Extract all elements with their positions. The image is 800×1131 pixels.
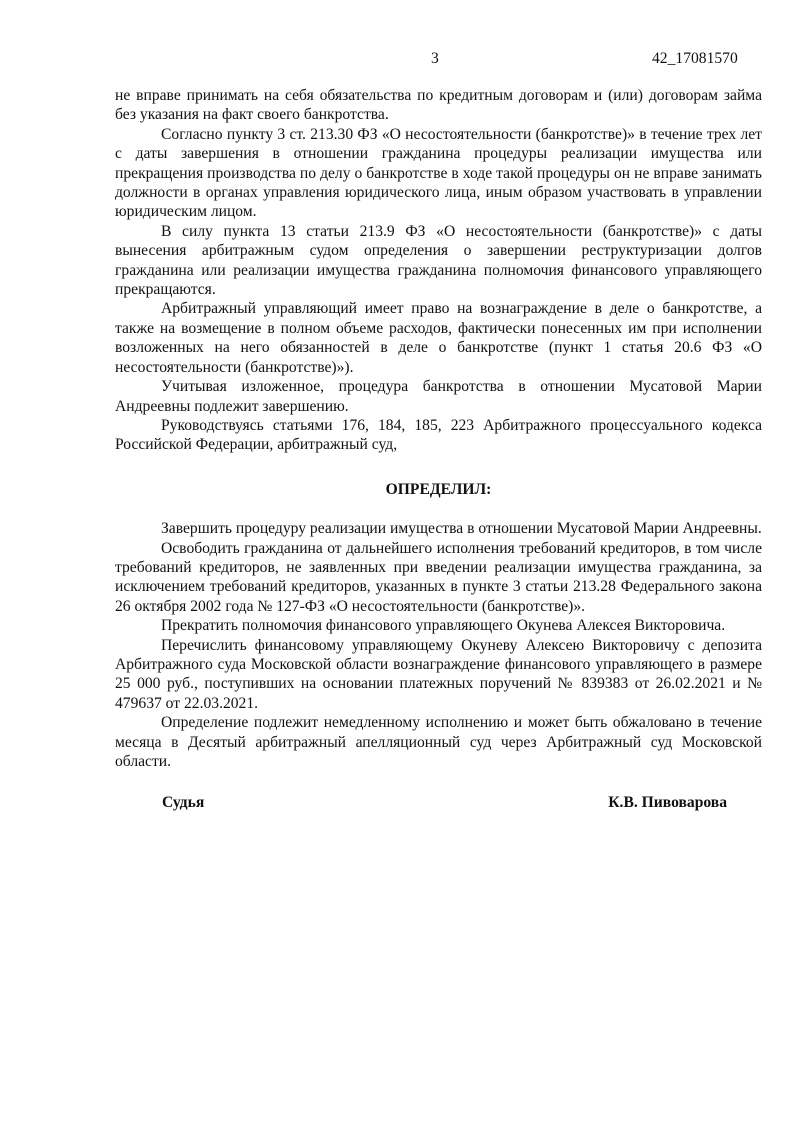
paragraph: не вправе принимать на себя обязательства по кредитным договорам и (или) договорам займа без указания на факт своего банкротства. [115, 87, 762, 124]
paragraph: В силу пункта 13 статьи 213.9 ФЗ «О несостоятельности (банкротстве)» с даты вынесения арбитражным судом определения о завершении реструктуризации долгов гражданина или реализации имущества гражданина полномочия финансового управляющего прекращаются. [115, 222, 762, 299]
resolution-paragraph: Освободить гражданина от дальнейшего исполнения требований кредиторов, в том числе требований кредиторов, не заявленных при введении реализации имущества гражданина, за исключением требований кредиторов, указанных в пункте 3 статьи 213.28 Федерального закона 26 октября 2002 года № 127-ФЗ «О несостоятельности (банкротстве)». [115, 539, 762, 615]
judge-label: Судья [162, 794, 205, 811]
page-number: 3 [431, 50, 439, 67]
resolution-paragraph: Перечислить финансовому управляющему Окуневу Алексею Викторовичу с депозита Арбитражного суда Московской области вознаграждение финансового управляющего в размере 25 000 руб., поступивших на основании платежных поручений № 839383 от 26.02.2021 и № 479637 от 22.03.2021. [115, 636, 762, 712]
paragraph: Учитывая изложенное, процедура банкротства в отношении Мусатовой Марии Андреевны подлежит завершению. [115, 378, 762, 415]
paragraph: Руководствуясь статьями 176, 184, 185, 223 Арбитражного процессуального кодекса Российской Федерации, арбитражный суд, [115, 416, 762, 454]
paragraph: Арбитражный управляющий имеет право на вознаграждение в деле о банкротстве, а также на возмещение в полном объеме расходов, фактически понесенных им при исполнении возложенных на него обязанностей в деле о банкротстве (пункт 1 статья 20.6 ФЗ «О несостоятельности (банкротстве)»). [115, 300, 762, 376]
resolution-paragraph: Прекратить полномочия финансового управляющего Окунева Алексея Викторовича. [161, 617, 726, 635]
resolution-heading: ОПРЕДЕЛИЛ: [385, 480, 492, 498]
document-body [115, 86, 762, 771]
resolution-paragraph: Определение подлежит немедленному исполнению и может быть обжаловано в течение месяца в Десятый арбитражный апелляционный суд через Арбитражный суд Московской области. [115, 714, 762, 770]
case-number: 42_17081570 [652, 50, 738, 67]
judge-name: К.В. Пивоварова [608, 794, 727, 811]
resolution-paragraph: Завершить процедуру реализации имущества в отношении Мусатовой Марии Андреевны. [161, 520, 762, 538]
paragraph: Согласно пункту 3 ст. 213.30 ФЗ «О несостоятельности (банкротстве)» в течение трех лет с даты завершения в отношении гражданина процедуры реализации имущества или прекращения производства по делу о банкротстве в ходе такой процедуры он не вправе занимать должности в органах управления юридического лица, иным образом участвовать в управлении юридическим лицом. [115, 125, 762, 221]
